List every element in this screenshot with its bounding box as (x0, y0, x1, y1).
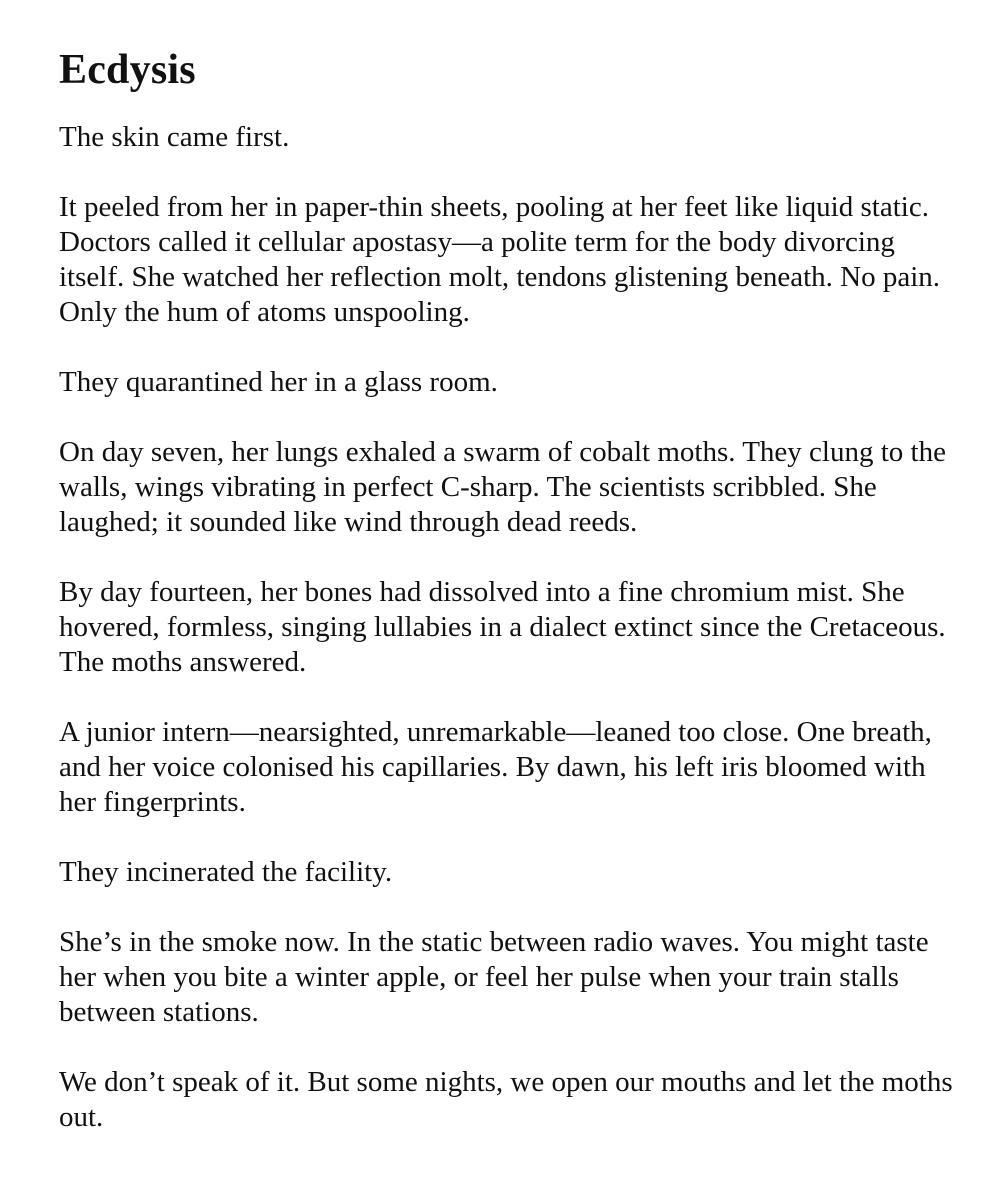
paragraph: On day seven, her lungs exhaled a swarm of cobalt moths. They clung to the walls, wings vibrating in perfect C-sharp. The scientists scribbled. She laughed; it sounded like wind through dead reeds. (59, 436, 946, 538)
paragraph: They incinerated the facility. (59, 856, 393, 888)
paragraph: We don’t speak of it. But some nights, we open our mouths and let the moths out. (59, 1066, 953, 1133)
paragraph: She’s in the smoke now. In the static between radio waves. You might taste her when you bite a winter apple, or feel her pulse when your train stalls between stations. (59, 926, 929, 1028)
paragraph: It peeled from her in paper-thin sheets, pooling at her feet like liquid static. Doctors called it cellular apostasy—a polite term for the body divorcing itself. She watched her reflection molt, tendons glistening beneath. No pain. Only the hum of atoms unspooling. (59, 191, 941, 328)
document-title: Ecdysis (59, 47, 196, 93)
paragraph: By day fourteen, her bones had dissolved into a fine chromium mist. She hovered, formless, singing lullabies in a dialect extinct since the Cretaceous. The moths answered. (59, 576, 946, 678)
paragraph: A junior intern—nearsighted, unremarkable—leaned too close. One breath, and her voice colonised his capillaries. By dawn, his left iris bloomed with her fingerprints. (59, 716, 932, 818)
paragraph: The skin came first. (59, 121, 290, 153)
paragraph: They quarantined her in a glass room. (59, 366, 498, 398)
